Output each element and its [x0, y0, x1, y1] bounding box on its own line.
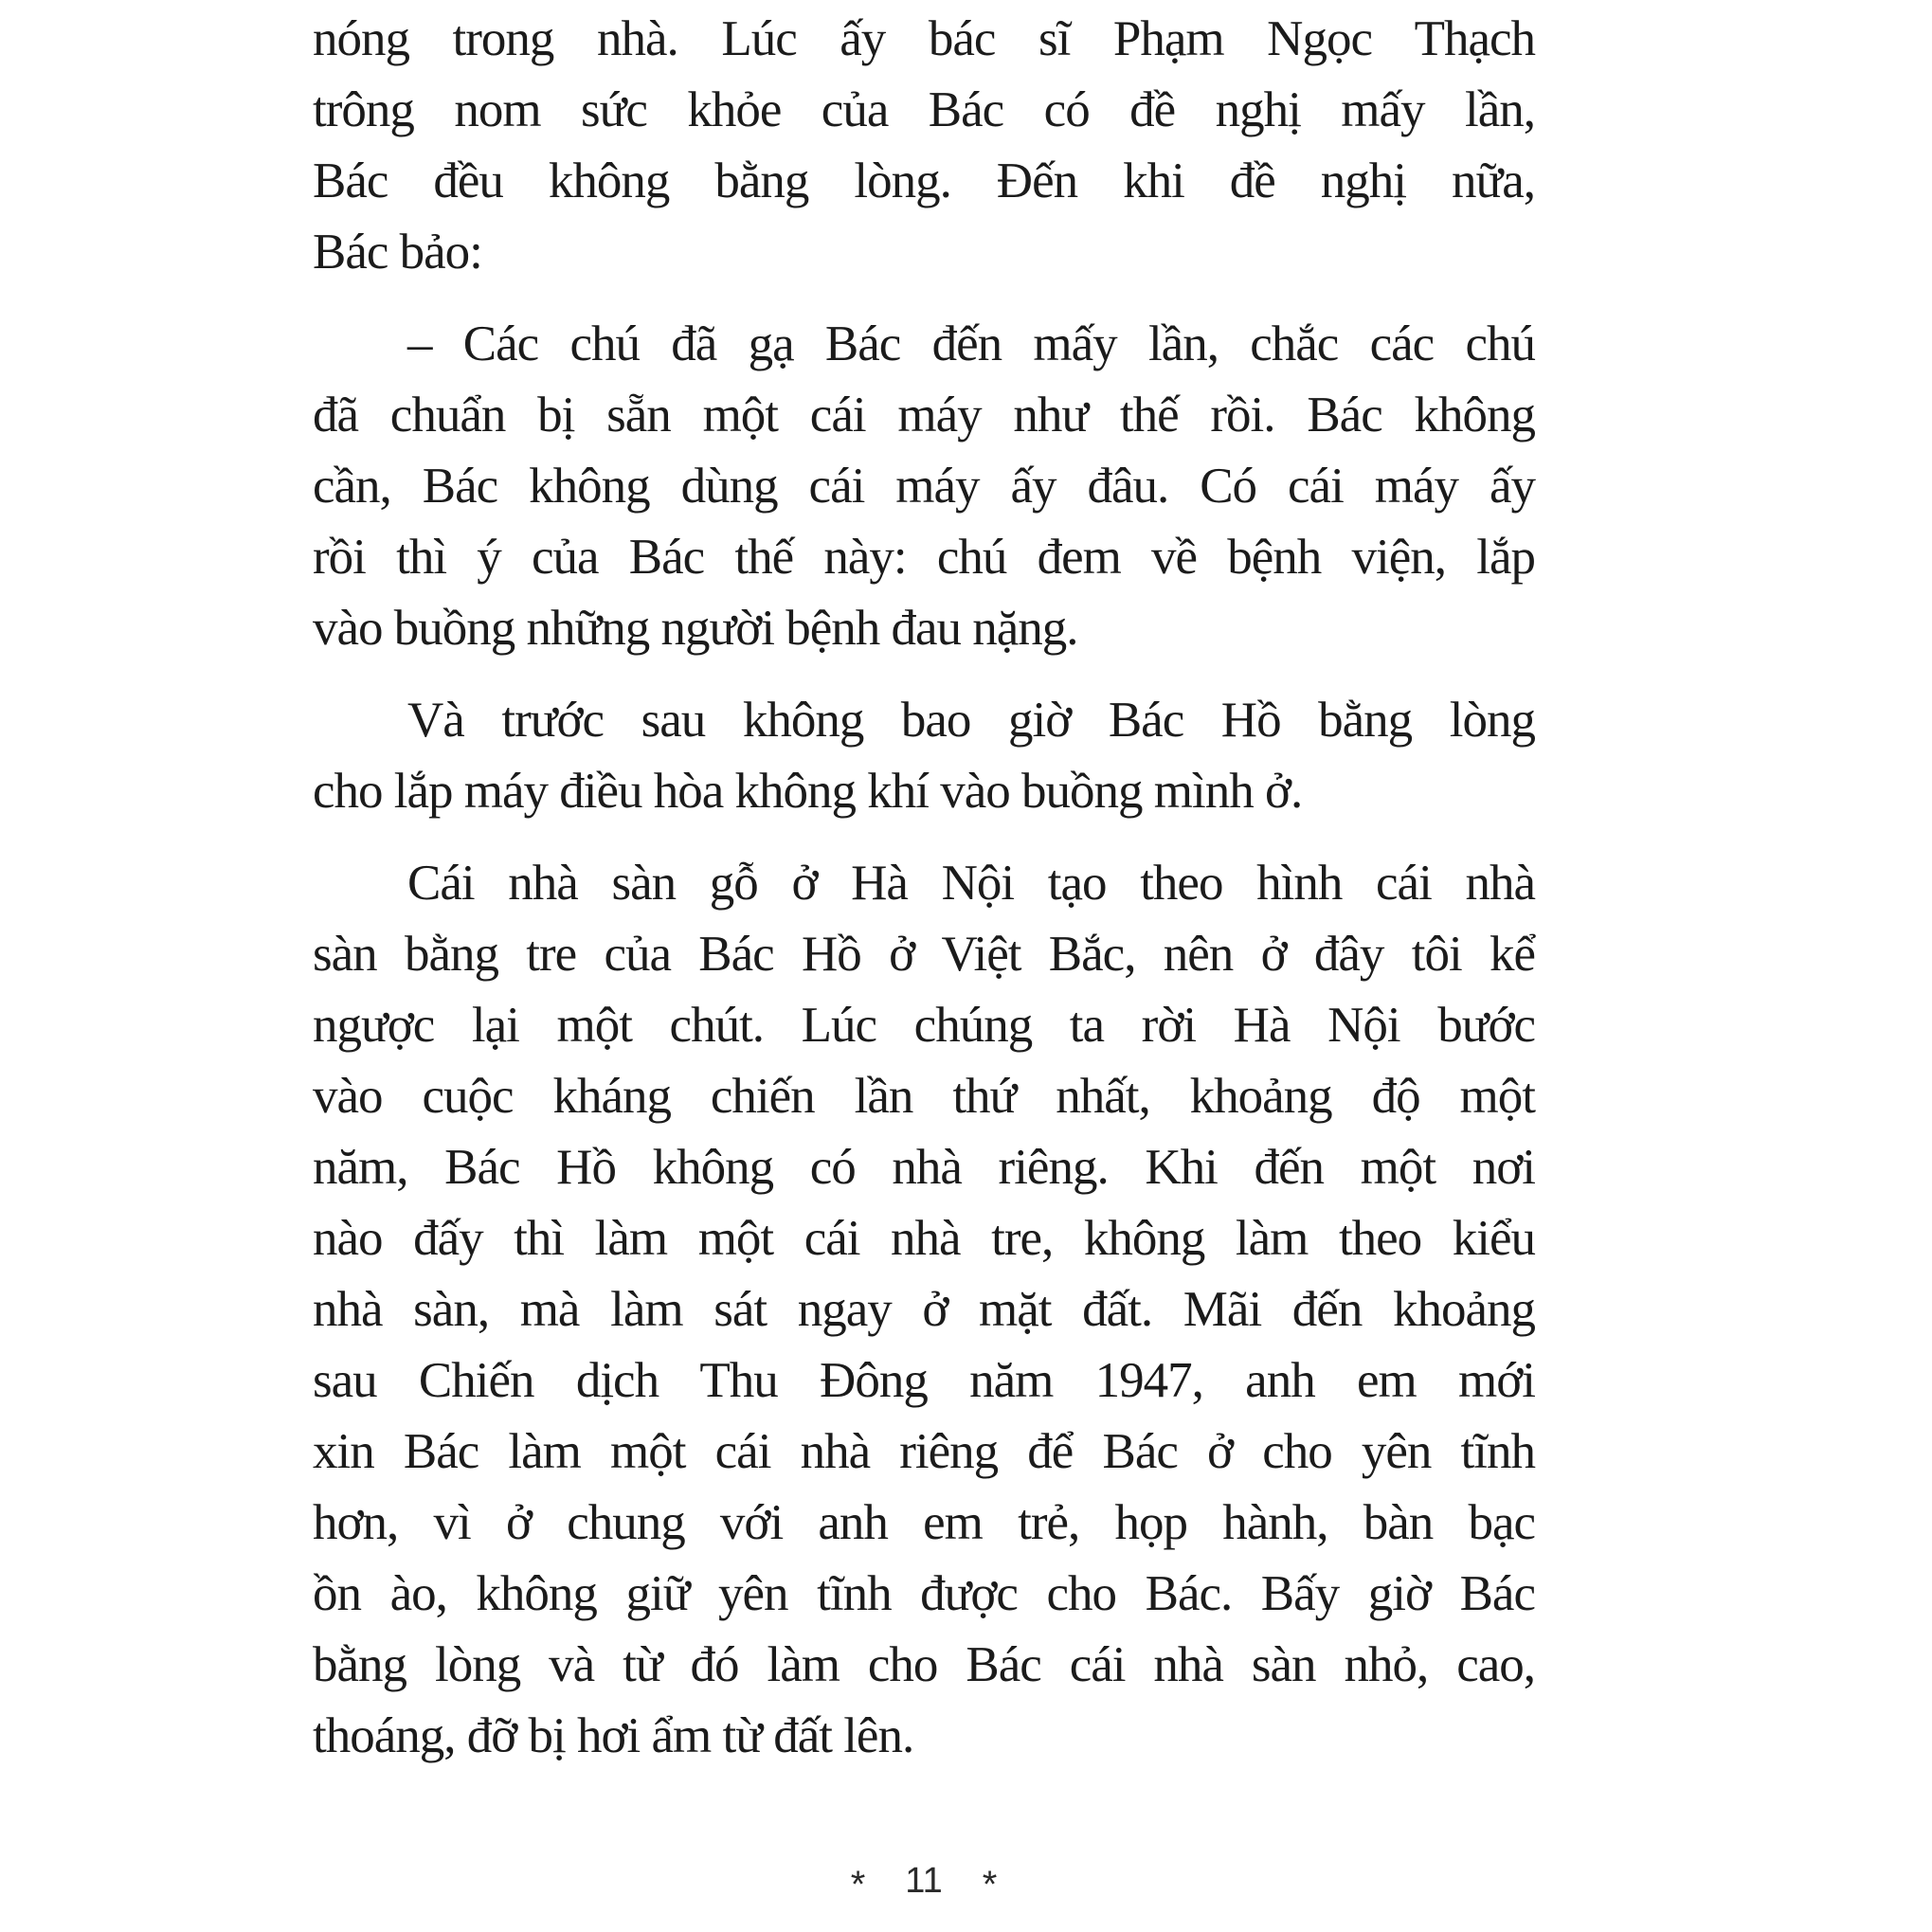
text-line: Bác đều không bằng lòng. Đến khi đề nghị nữa, [313, 153, 1535, 208]
text-line: cần, Bác không dùng cái máy ấy đâu. Có cái máy ấy [313, 459, 1535, 514]
text-line: Bác bảo: [313, 225, 482, 280]
text-line: Cái nhà sàn gỗ ở Hà Nội tạo theo hình cái nhà [407, 856, 1535, 911]
text-block [313, 4, 1535, 1772]
paragraph [313, 309, 1535, 664]
text-line: cho lắp máy điều hòa không khí vào buồng mình ở. [313, 764, 1303, 819]
text-line: đã chuẩn bị sẵn một cái máy như thế rồi. Bác không [313, 388, 1535, 442]
text-line: sàn bằng tre của Bác Hồ ở Việt Bắc, nên ở đây tôi kể [313, 927, 1535, 982]
text-line: thoáng, đỡ bị hơi ẩm từ đất lên. [313, 1708, 914, 1763]
footer-asterisk-right: * [982, 1863, 998, 1905]
text-line: hơn, vì ở chung với anh em trẻ, họp hành, bàn bạc [313, 1495, 1535, 1550]
text-line: nhà sàn, mà làm sát ngay ở mặt đất. Mãi đến khoảng [313, 1282, 1535, 1337]
paragraph [313, 4, 1535, 288]
text-line: sau Chiến dịch Thu Đông năm 1947, anh em mới [313, 1353, 1535, 1408]
text-line: năm, Bác Hồ không có nhà riêng. Khi đến một nơi [313, 1140, 1535, 1195]
text-line: Và trước sau không bao giờ Bác Hồ bằng lòng [407, 693, 1535, 748]
paragraph [313, 685, 1535, 827]
page-number: 11 [905, 1860, 943, 1901]
text-line: nào đấy thì làm một cái nhà tre, không làm theo kiểu [313, 1211, 1535, 1266]
text-line: vào cuộc kháng chiến lần thứ nhất, khoảng độ một [313, 1069, 1535, 1124]
text-line: rồi thì ý của Bác thế này: chú đem về bệnh viện, lắp [313, 530, 1535, 585]
text-line: xin Bác làm một cái nhà riêng để Bác ở cho yên tĩnh [313, 1424, 1535, 1479]
text-line: nóng trong nhà. Lúc ấy bác sĩ Phạm Ngọc Thạch [313, 11, 1535, 66]
text-line: ngược lại một chút. Lúc chúng ta rời Hà Nội bước [313, 998, 1535, 1053]
text-line: bằng lòng và từ đó làm cho Bác cái nhà sàn nhỏ, cao, [313, 1637, 1535, 1692]
footer-asterisk-left: * [850, 1863, 866, 1905]
paragraph [313, 848, 1535, 1772]
text-line: – Các chú đã gạ Bác đến mấy lần, chắc các chú [407, 316, 1535, 371]
text-line: trông nom sức khỏe của Bác có đề nghị mấy lần, [313, 82, 1535, 137]
text-line: ồn ào, không giữ yên tĩnh được cho Bác. Bấy giờ Bác [313, 1566, 1535, 1621]
page-footer [313, 1852, 1535, 1909]
text-line: vào buồng những người bệnh đau nặng. [313, 601, 1078, 656]
